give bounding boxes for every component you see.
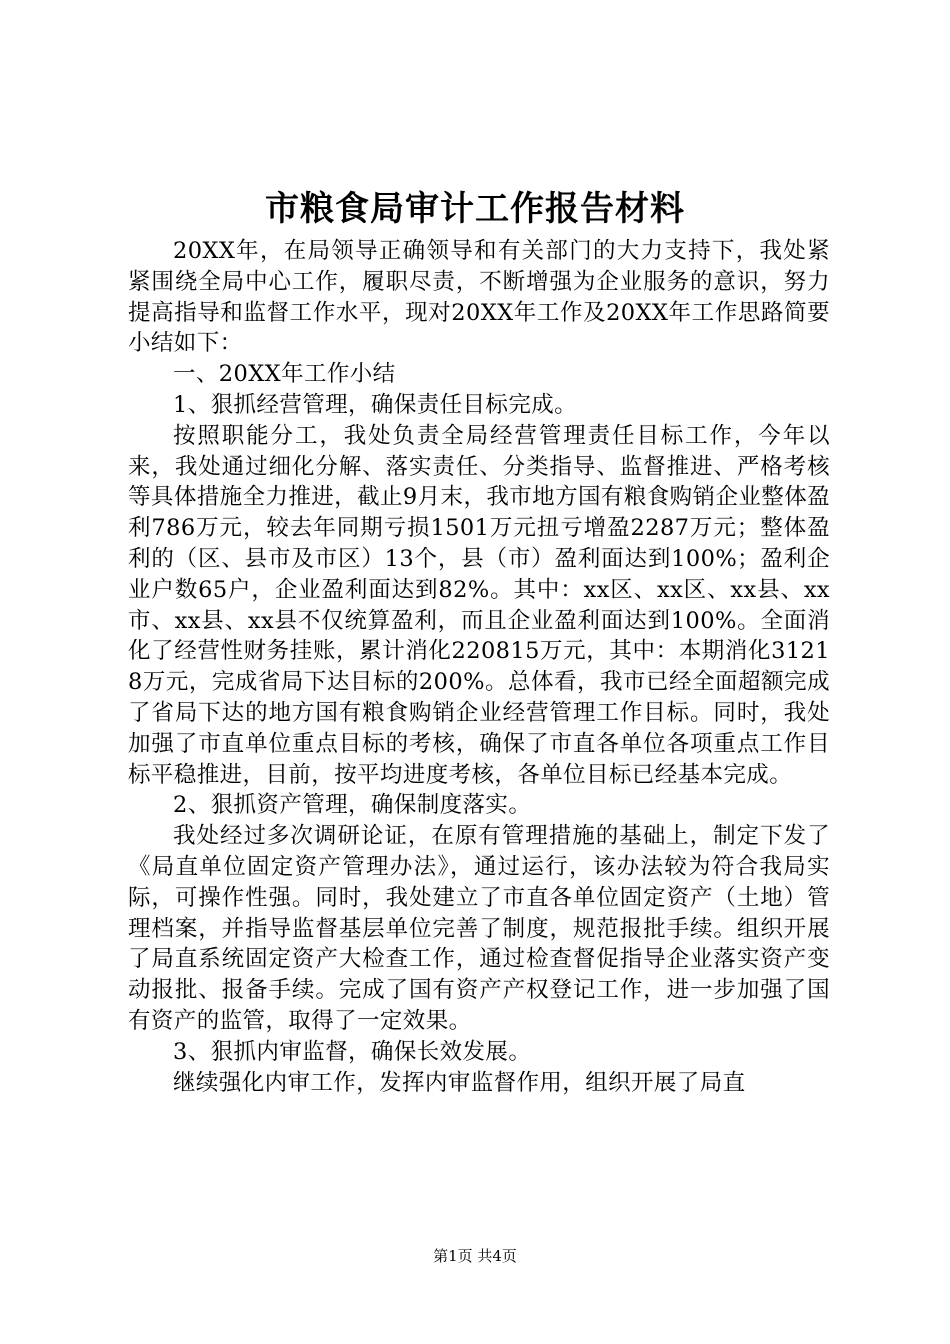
page-number-footer: 第1页 共4页 <box>433 1247 517 1265</box>
item-heading-assets: 2、狠抓资产管理，确保制度落实。 <box>173 792 532 819</box>
document-title: 市粮食局审计工作报告材料 <box>265 189 685 229</box>
item-body-operations: 按照职能分工，我处负责全局经营管理责任目标工作，今年以来，我处通过细化分解、落实责任、分类指导、监督推进、严格考核等具体措施全力推进，截止9月末，我市地方国有粮食购销企业整体盈利786万元，较去年同期亏损1501万元扭亏增盈2287万元；整体盈利的（区、县市及市区）13个，县（市）盈利面达到100%；盈利企业户数65户，企业盈利面达到82%。其中：xx区、xx区、xx县、xx市、xx县、xx县不仅统算盈利，而且企业盈利面达到100%。全面消化了经营性财务挂账，累计消化220815万元，其中：本期消化31218万元，完成省局下达目标的200%。总体看，我市已经全面超额完成了省局下达的地方国有粮食购销企业经营管理工作目标。同时，我处加强了市直单位重点目标的考核，确保了市直各单位各项重点工作目标平稳推进，目前，按平均进度考核，各单位目标已经基本完成。 <box>128 422 830 788</box>
intro-paragraph: 20XX年，在局领导正确领导和有关部门的大力支持下，我处紧紧围绕全局中心工作，履职尽责，不断增强为企业服务的意识，努力提高指导和监督工作水平，现对20XX年工作及20XX年工作思路简要小结如下： <box>128 238 830 357</box>
section-heading-summary: 一、20XX年工作小结 <box>173 361 396 388</box>
document-body <box>128 236 830 1098</box>
item-heading-audit: 3、狠抓内审监督，确保长效发展。 <box>173 1038 532 1065</box>
item-heading-operations: 1、狠抓经营管理，确保责任目标完成。 <box>173 391 578 418</box>
item-body-audit: 继续强化内审工作，发挥内审监督作用，组织开展了局直 <box>173 1069 746 1096</box>
item-body-assets: 我处经过多次调研论证，在原有管理措施的基础上，制定下发了《局直单位固定资产管理办法》，通过运行，该办法较为符合我局实际，可操作性强。同时，我处建立了市直各单位固定资产（土地）管理档案，并指导监督基层单位完善了制度，规范报批手续。组织开展了局直系统固定资产大检查工作，通过检查督促指导企业落实资产变动报批、报备手续。完成了国有资产产权登记工作，进一步加强了国有资产的监管，取得了一定效果。 <box>128 823 830 1034</box>
